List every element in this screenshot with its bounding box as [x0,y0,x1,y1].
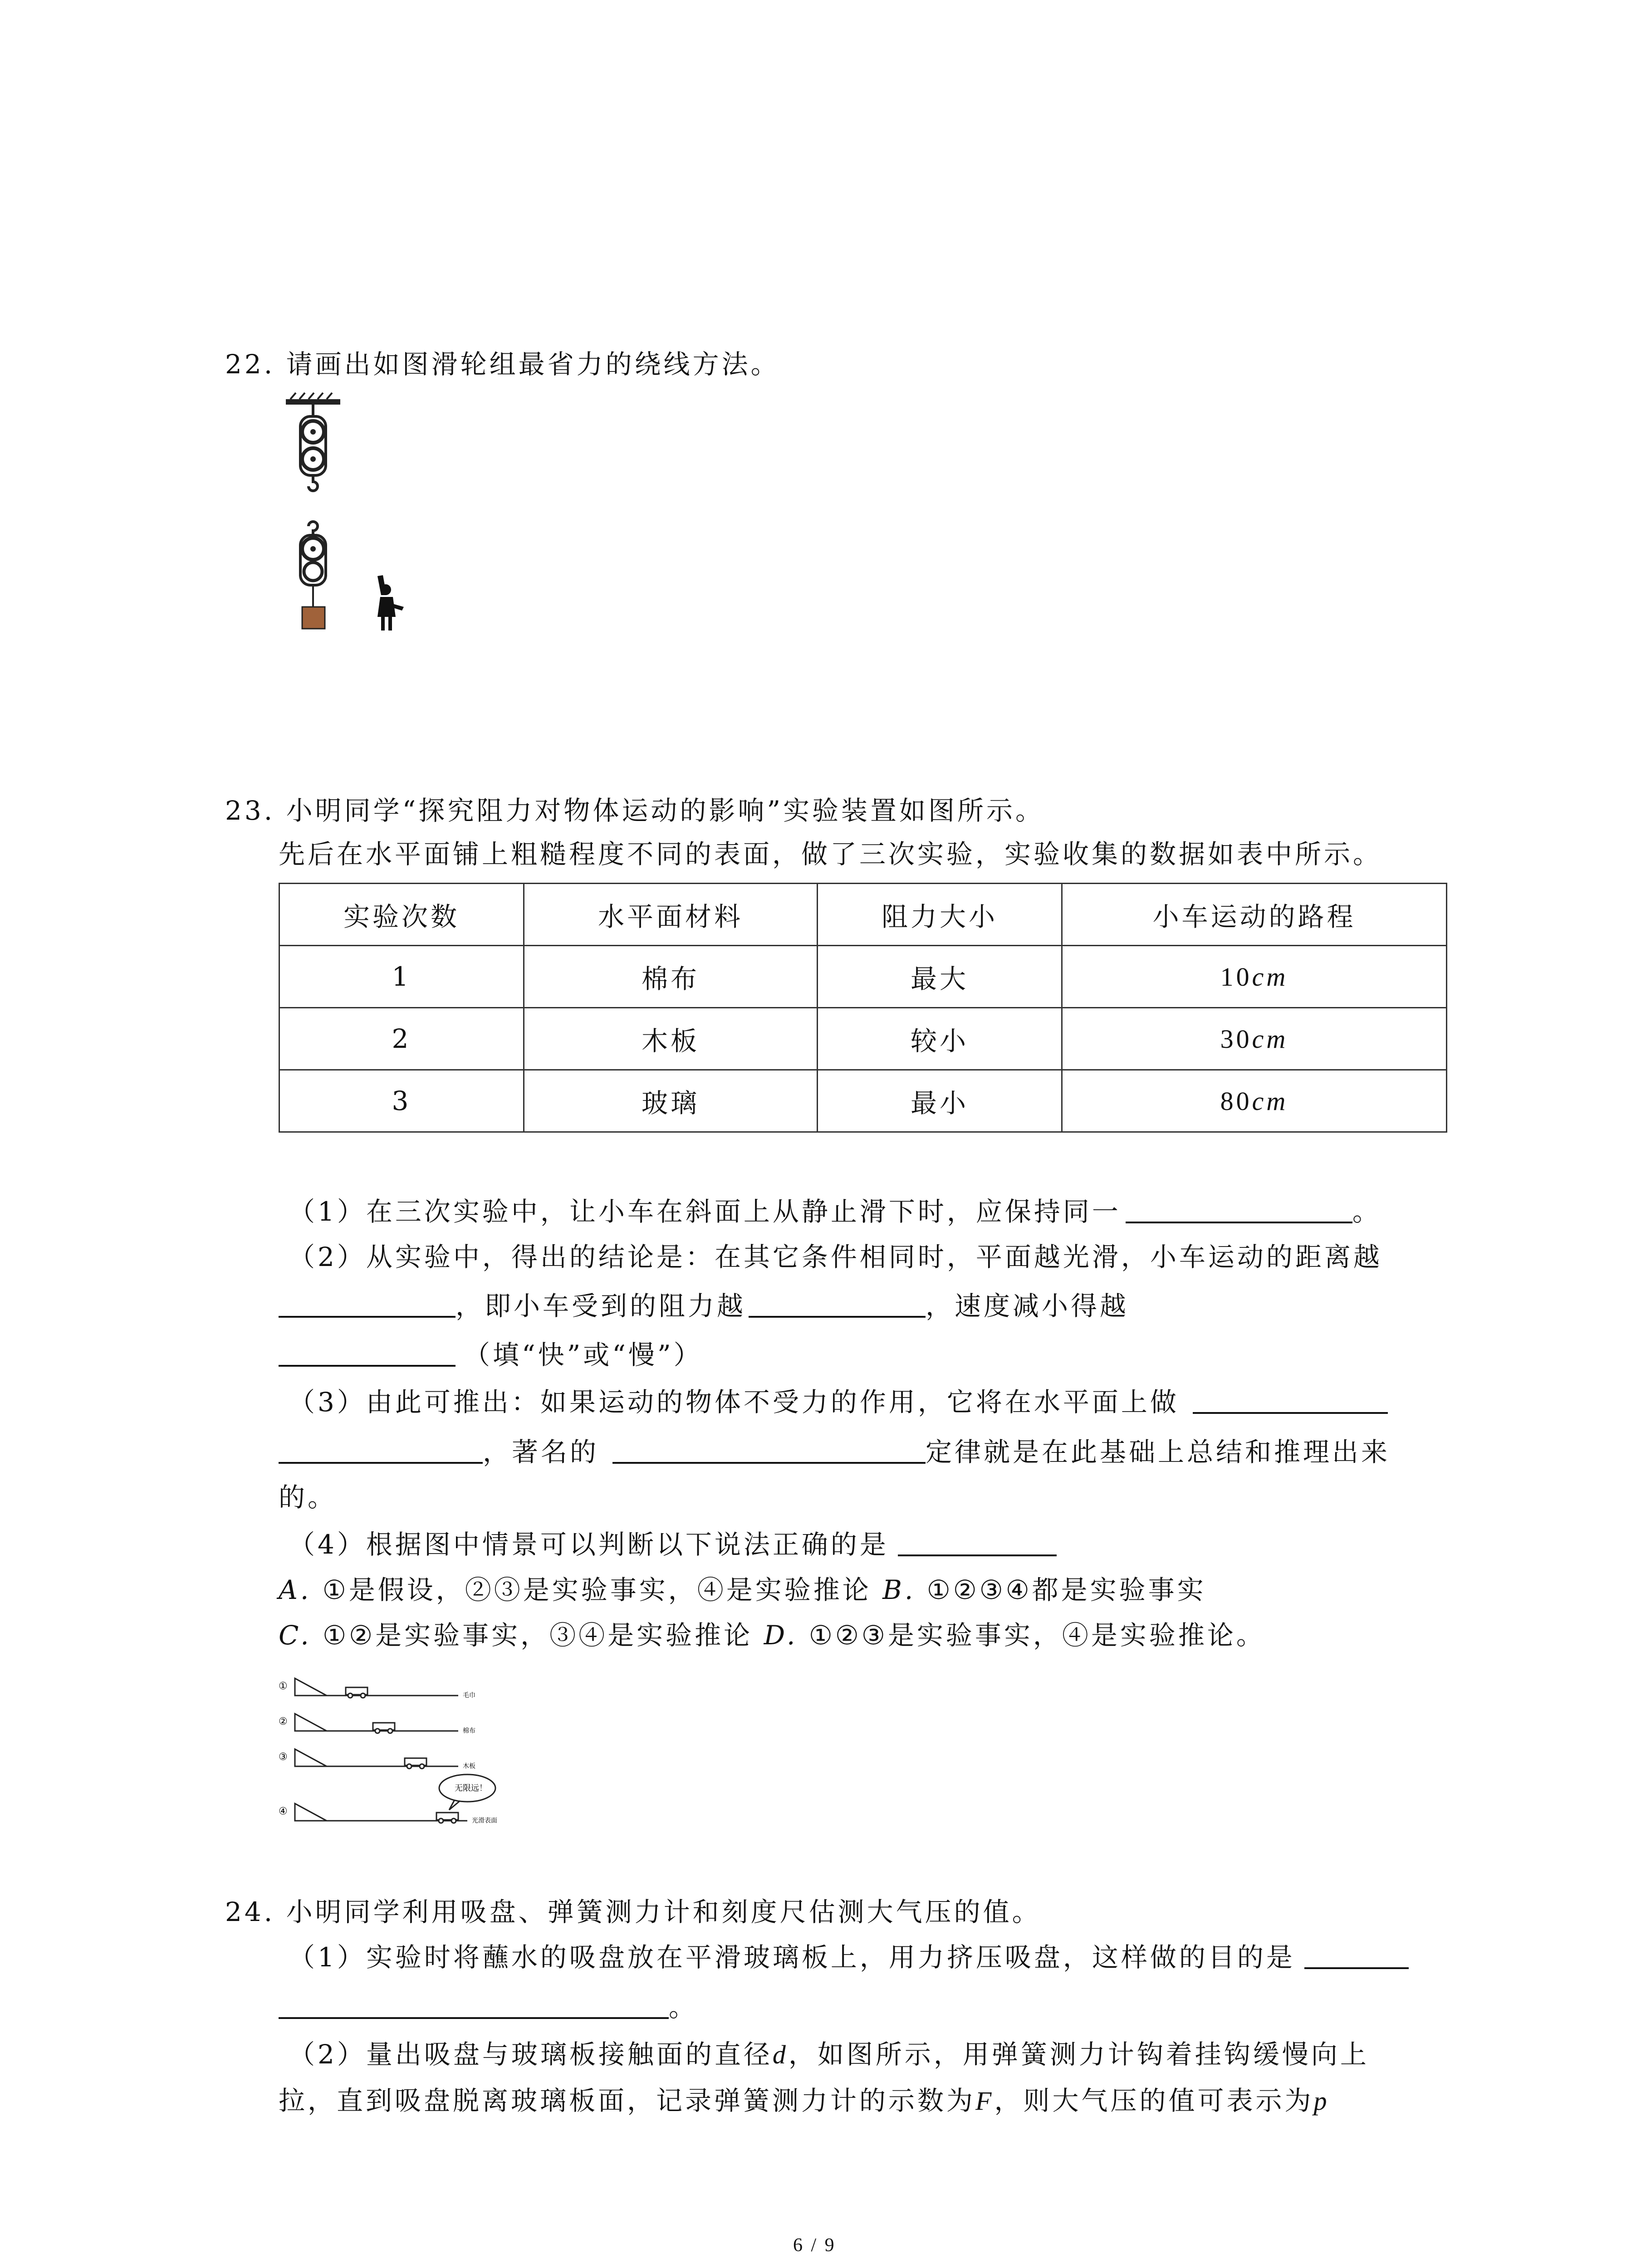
option-b-text: ①②③④都是实验事实 [916,1574,1206,1605]
table-cell [1062,946,1447,1008]
q23-part1-text: （1）在三次实验中，让小车在斜面上从静止滑下时，应保持同一 [289,1196,1121,1227]
table-cell: 3 [279,1070,524,1132]
q23-part3-text-b: 定律就是在此基础上总结和推理出来 [926,1437,1391,1467]
table-header-row [279,884,1447,946]
option-c-text: ①②是实验事实，③④是实验推论 [311,1620,764,1651]
surface-label: 棉布 [463,1727,475,1735]
table-header: 阻力大小 [818,884,1062,946]
answer-blank[interactable] [898,1530,1057,1556]
q23-part2-text-b: ，速度减小得越 [926,1290,1129,1321]
q23-part3-line2 [279,1436,1390,1468]
option-a-letter: A. [279,1574,312,1605]
q23-options-cd [279,1619,1265,1651]
table-header: 水平面材料 [524,884,818,946]
distance-value: 30 [1220,1024,1252,1054]
table-row [279,1008,1447,1070]
bubble-text: 无限远！ [455,1784,487,1793]
table-cell: 棉布 [524,946,818,1008]
surface-label: 毛巾 [463,1692,475,1699]
movable-pulley [300,522,326,607]
incline-figure [277,1674,531,1846]
pulley-figure [272,390,417,653]
variable-p: p [1313,2086,1330,2116]
distance-unit: cm [1252,1086,1288,1116]
table-cell: 最小 [818,1070,1062,1132]
table-cell [1062,1070,1447,1132]
answer-blank[interactable] [1126,1197,1352,1223]
q23-part1 [289,1196,1381,1227]
table-cell: 较小 [818,1008,1062,1070]
row-number: ④ [279,1806,288,1817]
variable-d: d [772,2040,789,2069]
q23-part4 [289,1529,1057,1560]
answer-blank[interactable] [279,1437,483,1464]
q24-part2-line2 [279,2085,1329,2117]
distance-value: 10 [1220,962,1252,992]
q23-part2-line1: （2）从实验中，得出的结论是：在其它条件相同时，平面越光滑，小车运动的距离越 [289,1242,1382,1272]
fixed-pulley [300,405,326,491]
surface-label: 木板 [463,1763,475,1770]
q23-part3-text-a: ，著名的 [483,1437,599,1467]
q23-part1-end: 。 [1352,1196,1381,1227]
surface-label: 光滑表面 [472,1817,497,1824]
answer-blank[interactable] [1304,1943,1409,1969]
ceiling-bar [286,399,340,405]
q23-part2-line3 [279,1339,703,1371]
table-row [279,1070,1447,1132]
answer-blank[interactable] [279,1291,456,1318]
option-d-text: ①②③是实验事实，④是实验推论。 [798,1620,1265,1651]
table-cell: 1 [279,946,524,1008]
q24-part2-text-d: ，则大气压的值可表示为 [994,2085,1314,2116]
table-cell [1062,1008,1447,1070]
q23-part3-text: （3）由此可推出：如果运动的物体不受力的作用，它将在水平面上做 [289,1387,1179,1418]
table-cell: 玻璃 [524,1070,818,1132]
table-header: 小车运动的路程 [1062,884,1447,946]
table-cell: 最大 [818,946,1062,1008]
row-number: ③ [279,1751,288,1763]
answer-blank[interactable] [279,1340,456,1367]
answer-blank[interactable] [612,1437,926,1464]
answer-blank[interactable] [279,1993,669,2019]
q24-part2-text-c: 拉，直到吸盘脱离玻璃板面，记录弹簧测力计的示数为 [279,2085,976,2116]
q24-part1-line1 [289,1941,1409,1973]
q23-part2-note: （填“快”或“慢”） [464,1339,703,1370]
q23-part4-text: （4）根据图中情景可以判断以下说法正确的是 [289,1529,889,1560]
q23-options-ab [279,1574,1206,1606]
q23-part3-line3: 的。 [279,1482,337,1513]
table-row [279,946,1447,1008]
option-b-letter: B. [882,1574,916,1605]
variable-F: F [975,2086,994,2116]
q24-part1-text: （1）实验时将蘸水的吸盘放在平滑玻璃板上，用力挤压吸盘，这样做的目的是 [289,1942,1295,1973]
q23-part2-text-a: ，即小车受到的阻力越 [456,1290,746,1321]
q24-part1-end: 。 [669,1992,698,2023]
table-header: 实验次数 [279,884,524,946]
weight-block [302,607,325,629]
q24-part2-text-a: （2）量出吸盘与玻璃板接触面的直径 [289,2039,773,2070]
option-a-text: ①是假设，②③是实验事实，④是实验推论 [311,1574,883,1605]
answer-blank[interactable] [1193,1388,1388,1414]
q24-title: 24. 小明同学利用吸盘、弹簧测力计和刻度尺估测大气压的值。 [225,1897,1041,1927]
answer-blank[interactable] [749,1291,926,1318]
distance-value: 80 [1220,1086,1252,1116]
experiment-table [279,883,1447,1133]
q24-part2-text-b: ，如图所示，用弹簧测力计钩着挂钩缓慢向上 [788,2039,1369,2070]
distance-unit: cm [1252,1024,1288,1054]
option-c-letter: C. [279,1620,312,1651]
q24-part1-line2 [279,1991,698,2023]
person-figure [377,575,404,631]
q23-part2-line2 [279,1290,1129,1322]
q23-intro: 先后在水平面铺上粗糙程度不同的表面，做了三次实验，实验收集的数据如表中所示。 [279,839,1382,870]
distance-unit: cm [1252,962,1288,992]
q22-title: 22. 请画出如图滑轮组最省力的绕线方法。 [225,349,780,380]
q24-part2-line1 [289,2038,1369,2071]
option-d-letter: D. [764,1620,798,1651]
q23-title: 23. 小明同学“探究阻力对物体运动的影响”实验装置如图所示。 [225,795,1044,826]
table-cell: 木板 [524,1008,818,1070]
page-number: 6 / 9 [793,2235,836,2256]
table-cell: 2 [279,1008,524,1070]
q23-part3-line1 [289,1386,1388,1418]
row-number: ① [279,1681,288,1692]
row-number: ② [279,1716,288,1727]
